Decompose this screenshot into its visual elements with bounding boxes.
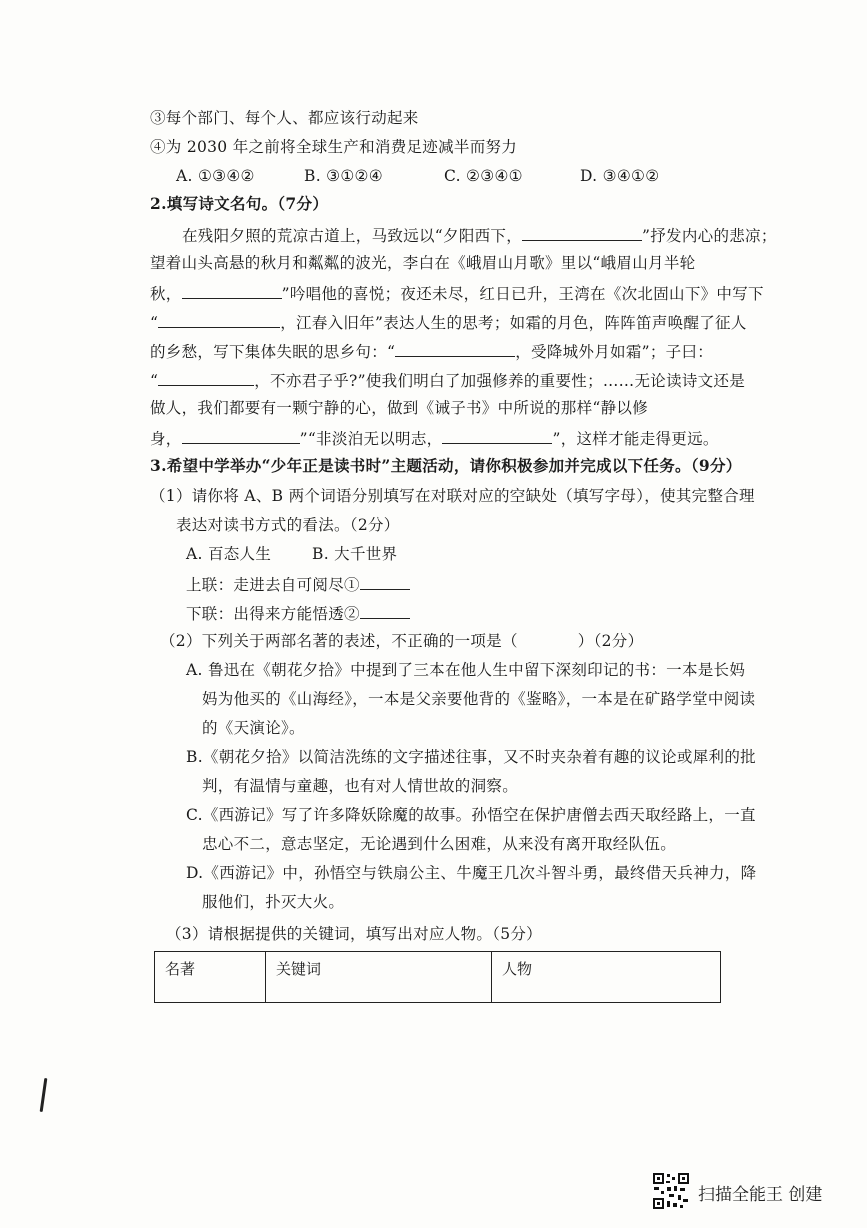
poetry-blank-6[interactable] — [182, 427, 300, 444]
poetry-line-7: 做人，我们都要有一颗宁静的心，做到《诫子书》中所说的那样“静以修 — [150, 399, 649, 417]
pen-mark — [40, 1078, 48, 1112]
question-3-title: 3.希望中学举办“少年正是读书时”主题活动，请你积极参加并完成以下任务。（9分） — [150, 456, 742, 475]
statement-a-1: A. 鲁迅在《朝花夕拾》中提到了三本在他人生中留下深刻印记的书：一本是长妈 — [186, 661, 746, 679]
choice-c: C. ②③④① — [444, 167, 523, 185]
scanner-watermark: 扫描全能王 创建 — [698, 1185, 823, 1205]
statement-d-1: D.《西游记》中，孙悟空与铁扇公主、牛魔王几次斗智斗勇，最终借天兵神力，降 — [186, 864, 757, 882]
statement-a-3: 的《天演论》。 — [202, 719, 305, 737]
keyword-table — [154, 951, 721, 1003]
couplet-blank-2[interactable] — [360, 602, 410, 619]
poetry-line-1: 在残阳夕照的荒凉古道上，马致远以“夕阳西下， ”抒发内心的悲凉； — [182, 224, 777, 246]
header-keyword: 关键词 — [266, 952, 492, 1003]
poetry-line-3: 秋， ”吟唱他的喜悦；夜还未尽，红日已升，王湾在《次北固山下》中写下 — [150, 282, 764, 304]
poetry-blank-5[interactable] — [158, 369, 254, 386]
statement-c-1: C.《西游记》写了许多降妖除魔的故事。孙悟空在保护唐僧去西天取经路上，一直 — [186, 806, 756, 824]
couplet-blank-1[interactable] — [360, 573, 410, 590]
statement-d-2: 服他们，扑灭大火。 — [202, 893, 345, 911]
couplet-lower: 下联：出得来方能悟透② — [186, 602, 410, 624]
header-masterpiece: 名著 — [155, 952, 266, 1003]
poetry-blank-3[interactable] — [158, 311, 280, 328]
word-b: B. 大千世界 — [312, 545, 398, 563]
poetry-line-6: “ ，不亦君子乎?”使我们明白了加强修养的重要性；……无论读诗文还是 — [150, 369, 745, 391]
poetry-line-2: 望着山头高悬的秋月和粼粼的波光，李白在《峨眉山月歌》里以“峨眉山月半轮 — [150, 254, 696, 272]
question-3-3: （3）请根据提供的关键词，填写出对应人物。（5分） — [166, 925, 542, 943]
option-statement-4: ④为 2030 年之前将全球生产和消费足迹减半而努力 — [150, 138, 518, 156]
question-3-1-line-1: （1）请你将 A、B 两个词语分别填写在对联对应的空缺处（填写字母），使其完整合理 — [150, 487, 755, 505]
statement-b-1: B.《朝花夕拾》以简洁洗练的文字描述往事，又不时夹杂着有趣的议论或犀利的批 — [186, 748, 756, 766]
poetry-blank-2[interactable] — [182, 282, 282, 299]
poetry-blank-1[interactable] — [522, 224, 642, 241]
choice-d: D. ③④①② — [580, 167, 660, 185]
choice-a: A. ①③④② — [176, 167, 255, 185]
poetry-line-4: “ ，江春入旧年”表达人生的思考；如霜的月色，阵阵笛声唤醒了征人 — [150, 311, 747, 333]
word-choices — [186, 544, 397, 564]
poetry-line-5: 的乡愁，写下集体失眠的思乡句：“ ，受降城外月如霜”；子曰： — [150, 340, 713, 362]
poetry-blank-4[interactable] — [395, 340, 515, 357]
header-character: 人物 — [492, 952, 721, 1003]
statement-b-2: 判，有温情与童趣，也有对人情世故的洞察。 — [202, 777, 519, 795]
poetry-line-8: 身， ”“非淡泊无以明志， ”，这样才能走得更远。 — [150, 427, 719, 449]
question-2-title: 2.填写诗文名句。（7分） — [150, 194, 329, 213]
question-3-2: （2）下列关于两部名著的表述，不正确的一项是（ ）（2分） — [160, 632, 644, 650]
statement-a-2: 妈为他买的《山海经》，一本是父亲要他背的《鉴略》，一本是在矿路学堂中阅读 — [202, 690, 756, 708]
choice-b: B. ③①②④ — [304, 167, 383, 185]
option-statement-3: ③每个部门、每个人、都应该行动起来 — [150, 109, 419, 127]
word-a: A. 百态人生 — [186, 545, 272, 563]
table-header-row — [155, 952, 721, 1003]
statement-c-2: 忠心不二，意志坚定，无论遇到什么困难，从来没有离开取经队伍。 — [202, 835, 677, 853]
answer-choices — [176, 166, 659, 186]
poetry-blank-7[interactable] — [442, 427, 552, 444]
question-3-1-line-2: 表达对读书方式的看法。（2分） — [176, 516, 400, 534]
qr-code-icon — [652, 1172, 690, 1210]
couplet-upper: 上联：走进去自可阅尽① — [186, 573, 410, 595]
